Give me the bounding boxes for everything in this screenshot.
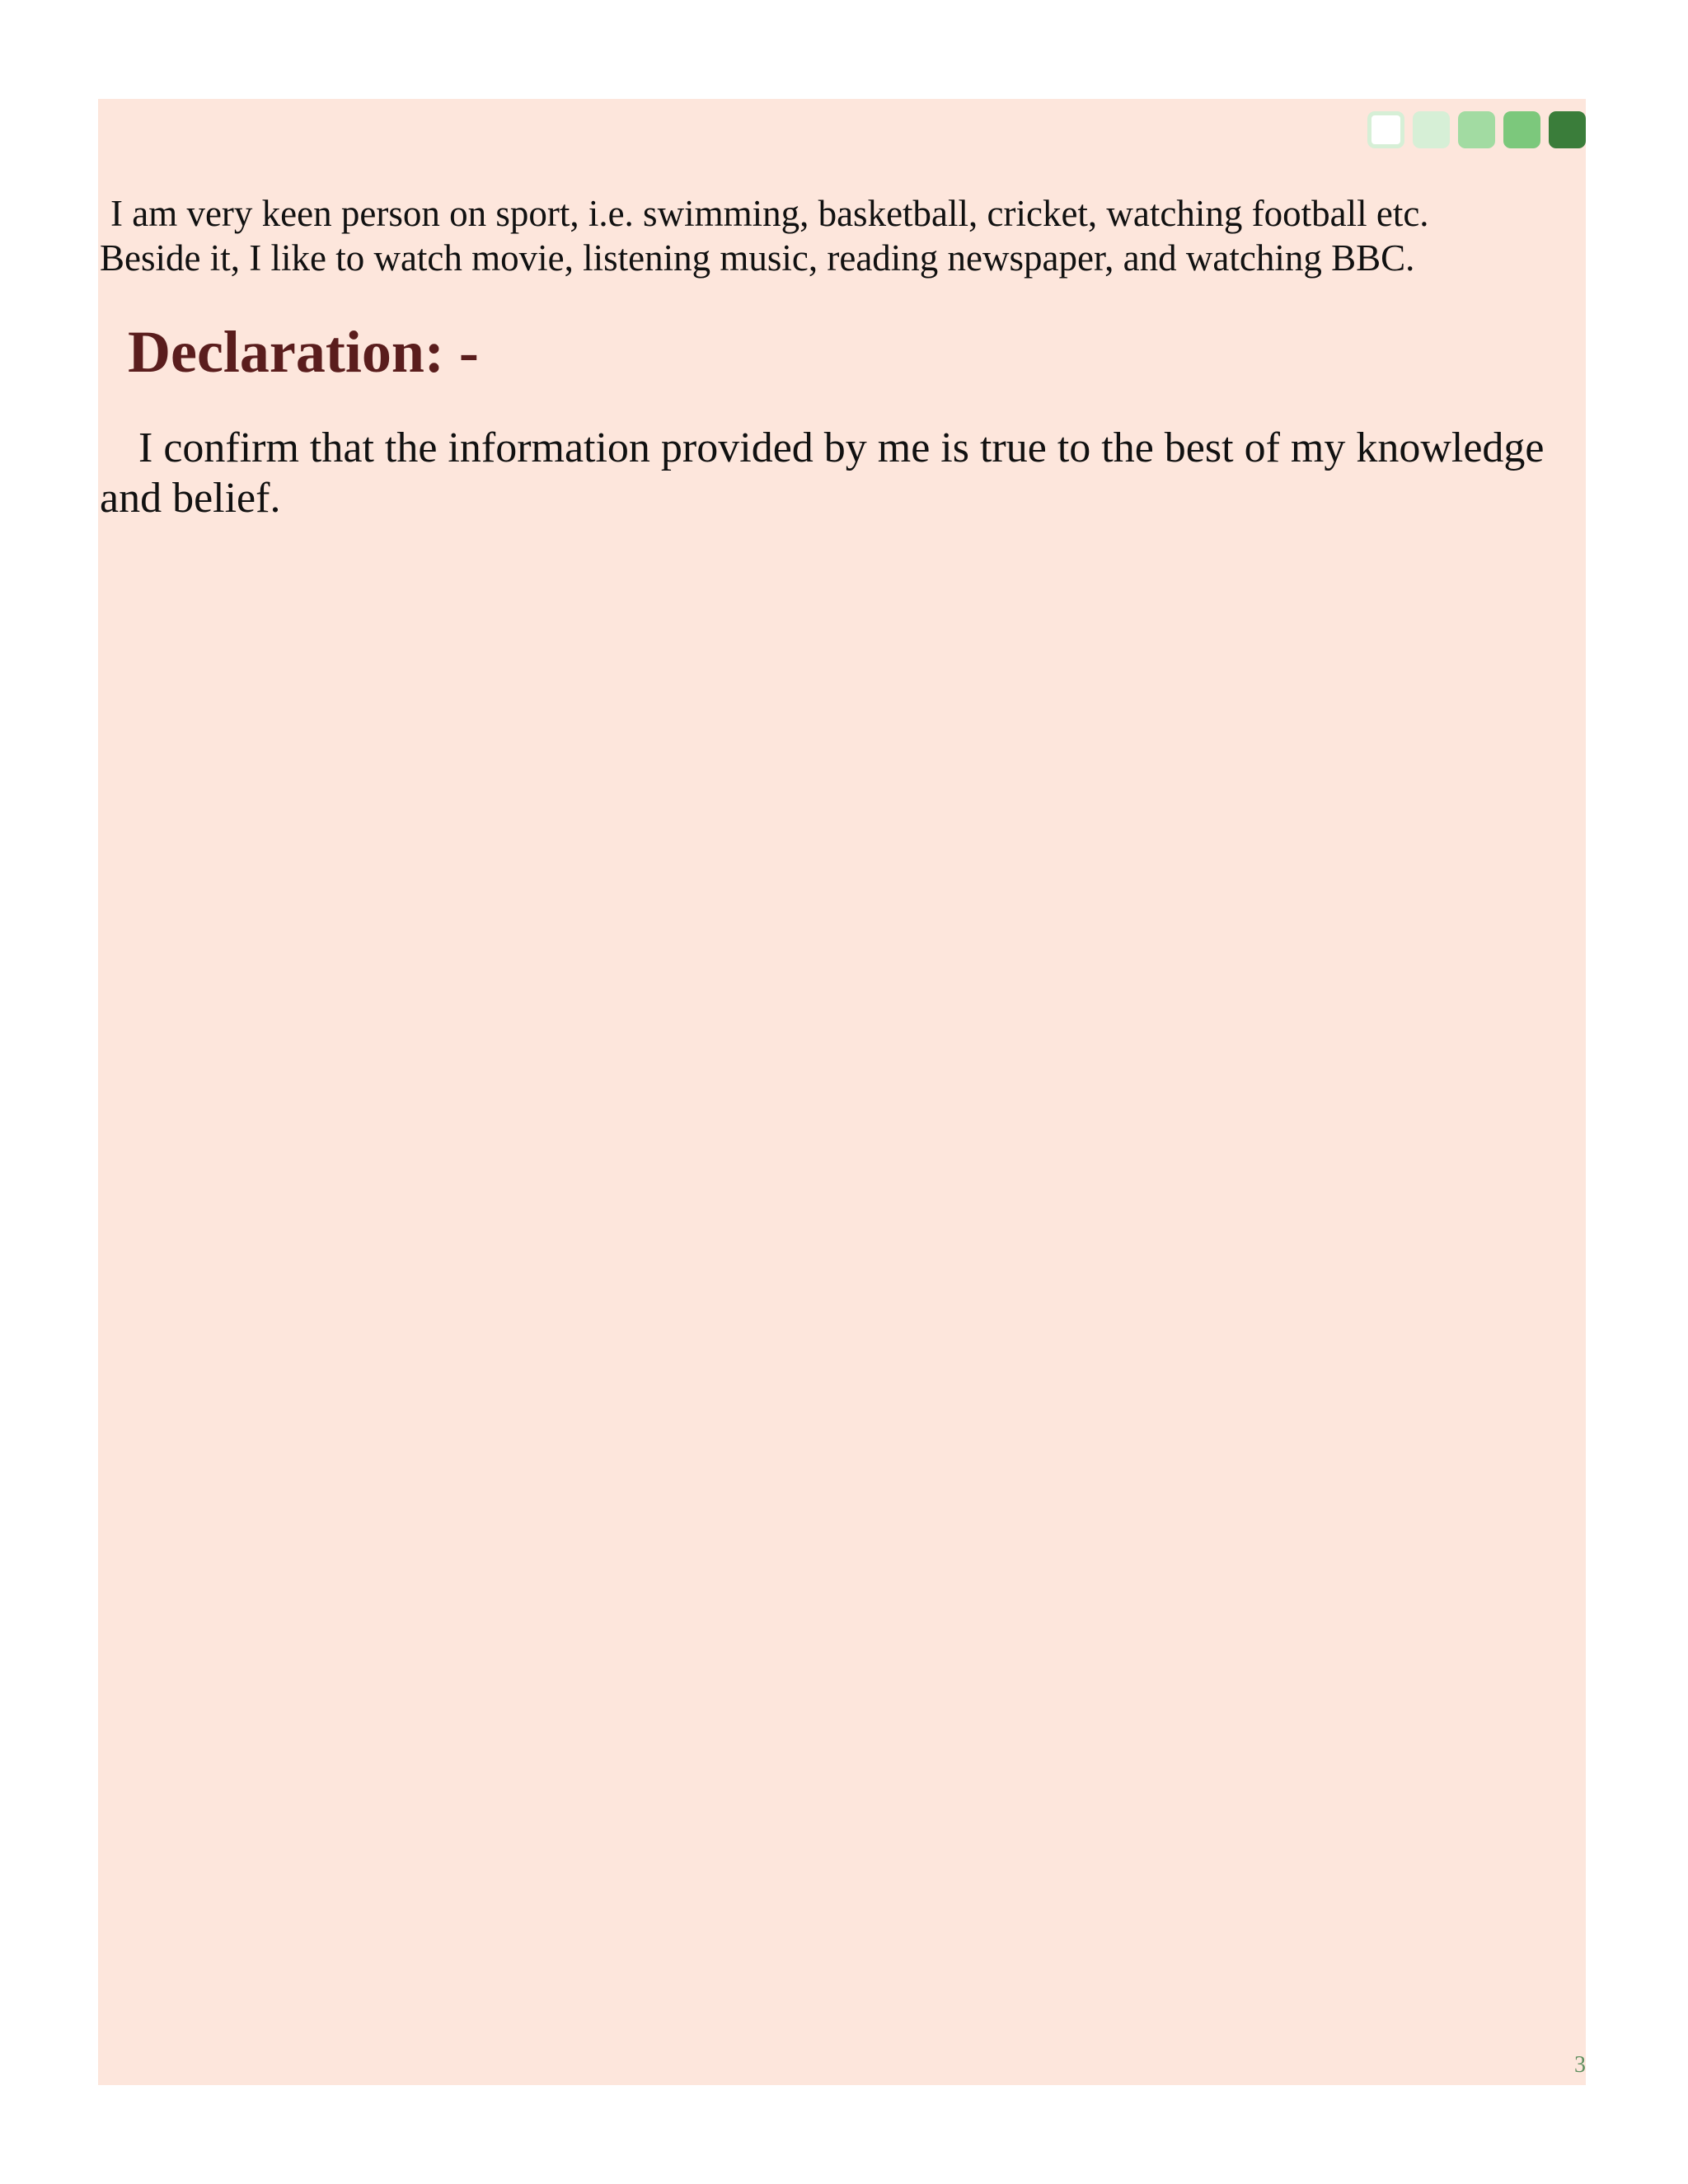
- swatch-4: [1503, 111, 1540, 148]
- swatch-1: [1367, 111, 1404, 148]
- declaration-line-1: I confirm that the information provided by me is true to the best of my knowledge: [138, 424, 1545, 471]
- page-number: 3: [1574, 2052, 1586, 2078]
- color-swatch-row: [1367, 111, 1586, 148]
- swatch-3: [1458, 111, 1495, 148]
- swatch-5: [1549, 111, 1586, 148]
- declaration-paragraph: [100, 423, 1583, 523]
- page-background-panel: [98, 99, 1586, 2085]
- swatch-2: [1413, 111, 1450, 148]
- interests-line-2: Beside it, I like to watch movie, listening music, reading newspaper, and watching BBC.: [100, 237, 1415, 279]
- interests-line-1: I am very keen person on sport, i.e. swimming, basketball, cricket, watching football etc.: [110, 193, 1429, 234]
- interests-paragraph: [100, 191, 1575, 280]
- declaration-line-2: and belief.: [100, 475, 281, 522]
- declaration-heading: Declaration: -: [128, 319, 479, 385]
